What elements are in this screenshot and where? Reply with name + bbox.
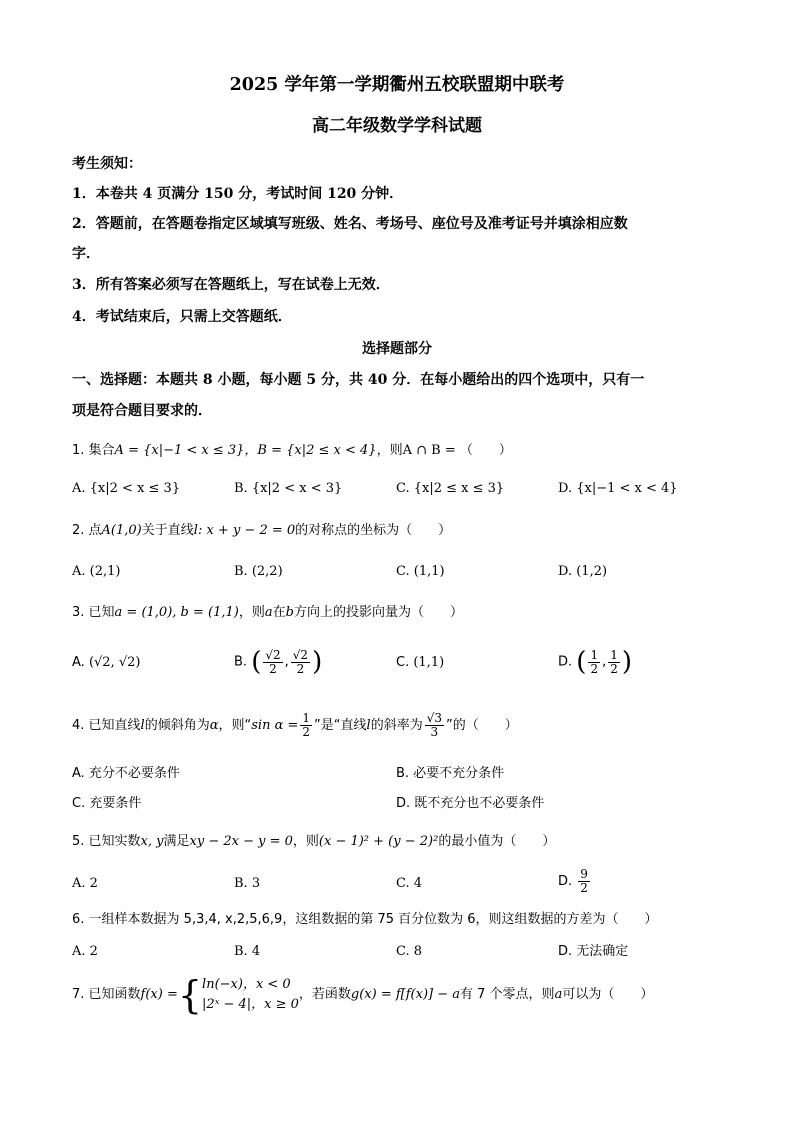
option-b: B. ( $\frac{√2}{2}$ , $\frac{√2}{2}$ ) — [234, 647, 323, 677]
option-a: A. 充分不必要条件 — [72, 766, 180, 781]
option-d: D. 既不充分也不必要条件 — [396, 796, 545, 811]
option-d: D. 无法确定 — [558, 944, 629, 959]
notice-item: 4．考试结束后，只需上交答题纸． — [72, 309, 292, 325]
option-d: D. (1,2) — [558, 564, 608, 579]
question-1: 1. 集合A = {x|−1 < x ≤ 3}，B = {x|2 ≤ x < 4}，则A ∩ B = （ ） — [72, 443, 512, 458]
notice-item: 1．本卷共 4 页满分 150 分，考试时间 120 分钟． — [72, 186, 404, 202]
option-c: C. 8 — [396, 944, 423, 959]
option-a: A. {x|2 < x ≤ 3} — [72, 481, 181, 496]
option-d: D. {x|−1 < x < 4} — [558, 481, 678, 496]
option-d: D. ( $\frac{1}{2}$ , $\frac{1}{2}$ ) — [558, 647, 633, 677]
option-c: C. 4 — [396, 876, 423, 891]
exam-subtitle: 高二年级数学学科试题 — [312, 116, 482, 136]
question-2: 2. 点A(1,0)关于直线l: x + y − 2 = 0的对称点的坐标为（ ） — [72, 523, 452, 538]
option-b: B. 4 — [234, 944, 261, 959]
option-a: A. (2,1) — [72, 564, 121, 579]
section-instructions: 项是符合题目要求的． — [72, 403, 212, 419]
question-7: 7. 已知函数f(x) ={ ln(−x)，x < 0 |2ˣ − 4|，x ≥ 0 ，若函数g(x) = f[f(x)] − a有 7 个零点，则a可以为（ ） — [72, 972, 654, 1017]
notice-heading: 考生须知： — [72, 156, 142, 172]
option-c: C. (1,1) — [396, 655, 445, 670]
notice-item: 字． — [72, 246, 100, 262]
section-instructions: 一、选择题：本题共 8 小题，每小题 5 分，共 40 分．在每小题给出的四个选项中，只有一 — [72, 372, 645, 388]
section-title: 选择题部分 — [362, 341, 432, 357]
question-4: 4. 已知直线l的倾斜角为α，则“sin α = $\frac{1}{2}$ ”是“直线l的斜率为 $\frac{√3}{3}$ ”的（ ） — [72, 711, 518, 739]
option-b: B. 3 — [234, 876, 261, 891]
option-b: B. 必要不充分条件 — [396, 766, 505, 781]
option-a: A. (√2, √2) — [72, 655, 141, 670]
question-3: 3. 已知a = (1,0), b = (1,1)，则a在b方向上的投影向量为（ ） — [72, 605, 463, 620]
question-5: 5. 已知实数x, y满足xy − 2x − y = 0，则(x − 1)² + (y − 2)²的最小值为（ ） — [72, 834, 556, 849]
notice-item: 3．所有答案必须写在答题纸上，写在试卷上无效． — [72, 277, 390, 293]
option-b: B. (2,2) — [234, 564, 283, 579]
option-c: C. (1,1) — [396, 564, 445, 579]
option-d: D. $\frac{9}{2}$ — [558, 867, 588, 895]
option-b: B. {x|2 < x < 3} — [234, 481, 343, 496]
notice-item: 2．答题前，在答题卷指定区域填写班级、姓名、考场号、座位号及准考证号并填涂相应数 — [72, 216, 628, 232]
exam-title: 2025 学年第一学期衢州五校联盟期中联考 — [229, 75, 565, 95]
question-6: 6. 一组样本数据为 5,3,4, x,2,5,6,9，这组数据的第 75 百分位数为 6，则这组数据的方差为（ ） — [72, 912, 658, 927]
option-c: C. 充要条件 — [72, 796, 142, 811]
option-a: A. 2 — [72, 876, 98, 891]
option-c: C. {x|2 ≤ x ≤ 3} — [396, 481, 505, 496]
option-a: A. 2 — [72, 944, 98, 959]
